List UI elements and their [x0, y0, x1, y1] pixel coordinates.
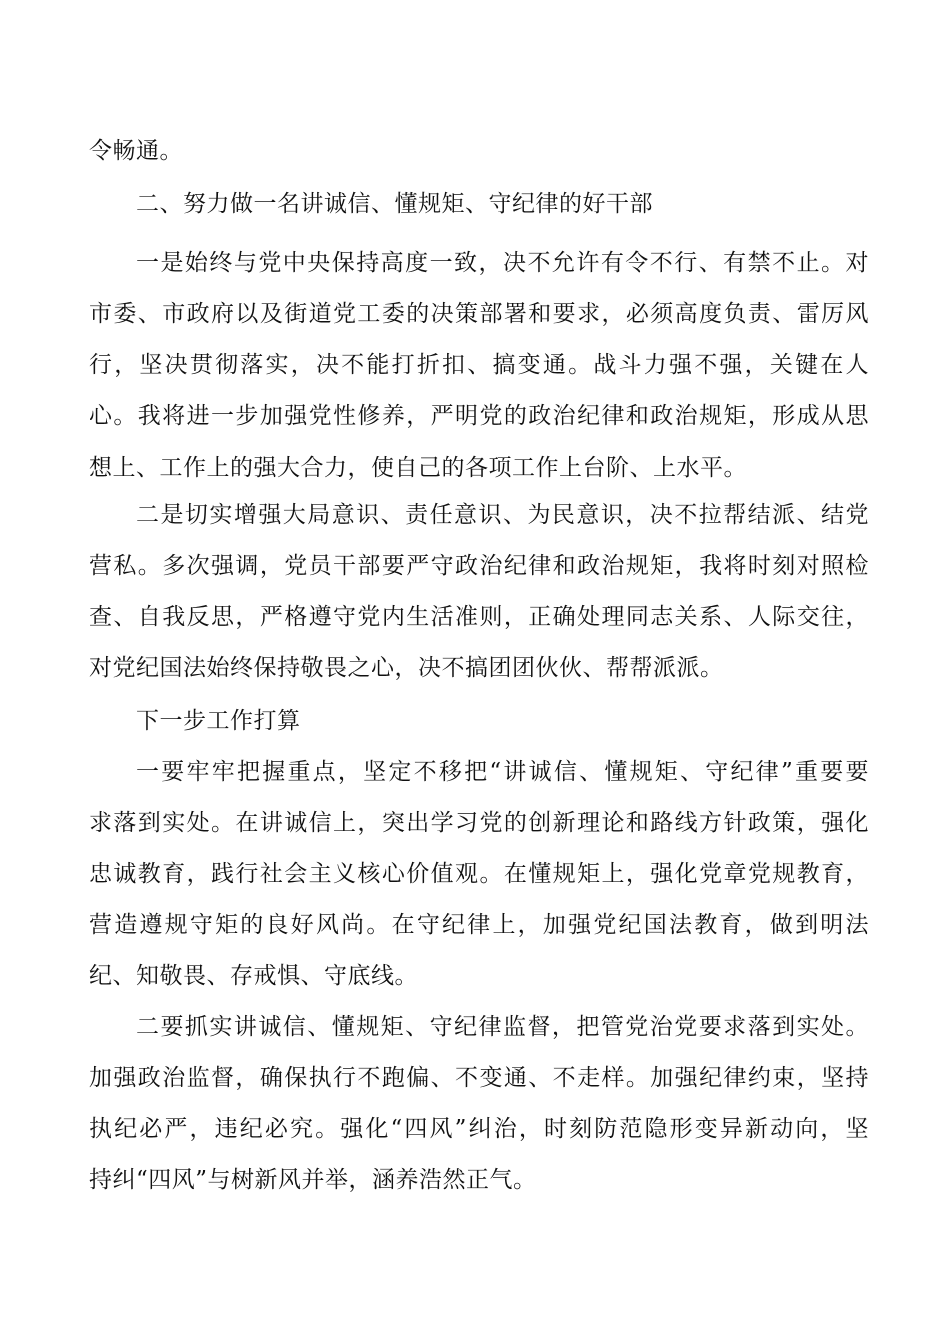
paragraph-line: 查、自我反思，严格遵守党内生活准则，正确处理同志关系、人际交往，	[89, 604, 869, 630]
paragraph-line: 加强政治监督，确保执行不跑偏、不变通、不走样。加强纪律约束，坚持	[89, 1065, 869, 1091]
paragraph-line: 令畅通。	[89, 138, 183, 164]
paragraph-line: 一是始终与党中央保持高度一致，决不允许有令不行、有禁不止。对	[136, 250, 869, 276]
paragraph-line: 市委、市政府以及街道党工委的决策部署和要求，必须高度负责、雷厉风	[89, 301, 869, 327]
paragraph-line: 二是切实增强大局意识、责任意识、为民意识，决不拉帮结派、结党	[136, 502, 869, 528]
paragraph-line: 想上、工作上的强大合力，使自己的各项工作上台阶、上水平。	[89, 455, 747, 481]
paragraph-line: 忠诚教育，践行社会主义核心价值观。在懂规矩上，强化党章党规教育，	[89, 861, 869, 887]
paragraph-line: 心。我将进一步加强党性修养，严明党的政治纪律和政治规矩，形成从思	[89, 403, 869, 429]
paragraph-line: 营私。多次强调，党员干部要严守政治纪律和政治规矩，我将时刻对照检	[89, 553, 869, 579]
paragraph-line: 一要牢牢把握重点，坚定不移把“讲诚信、懂规矩、守纪律”重要要	[136, 759, 869, 785]
paragraph-line: 纪、知敬畏、存戒惧、守底线。	[89, 963, 418, 989]
section-heading: 下一步工作打算	[136, 708, 301, 734]
paragraph-line: 执纪必严，违纪必究。强化“四风”纠治，时刻防范隐形变异新动向，坚	[89, 1116, 869, 1142]
paragraph-line: 行，坚决贯彻落实，决不能打折扣、搞变通。战斗力强不强，关键在人	[89, 352, 869, 378]
paragraph-line: 持纠“四风”与树新风并举，涵养浩然正气。	[89, 1167, 537, 1193]
paragraph-line: 对党纪国法始终保持敬畏之心，决不搞团团伙伙、帮帮派派。	[89, 655, 724, 681]
paragraph-line: 营造遵规守矩的良好风尚。在守纪律上，加强党纪国法教育，做到明法	[89, 912, 869, 938]
section-heading: 二、努力做一名讲诚信、懂规矩、守纪律的好干部	[136, 191, 653, 217]
paragraph-line: 二要抓实讲诚信、懂规矩、守纪律监督，把管党治党要求落到实处。	[136, 1014, 869, 1040]
paragraph-line: 求落到实处。在讲诚信上，突出学习党的创新理论和路线方针政策，强化	[89, 810, 869, 836]
